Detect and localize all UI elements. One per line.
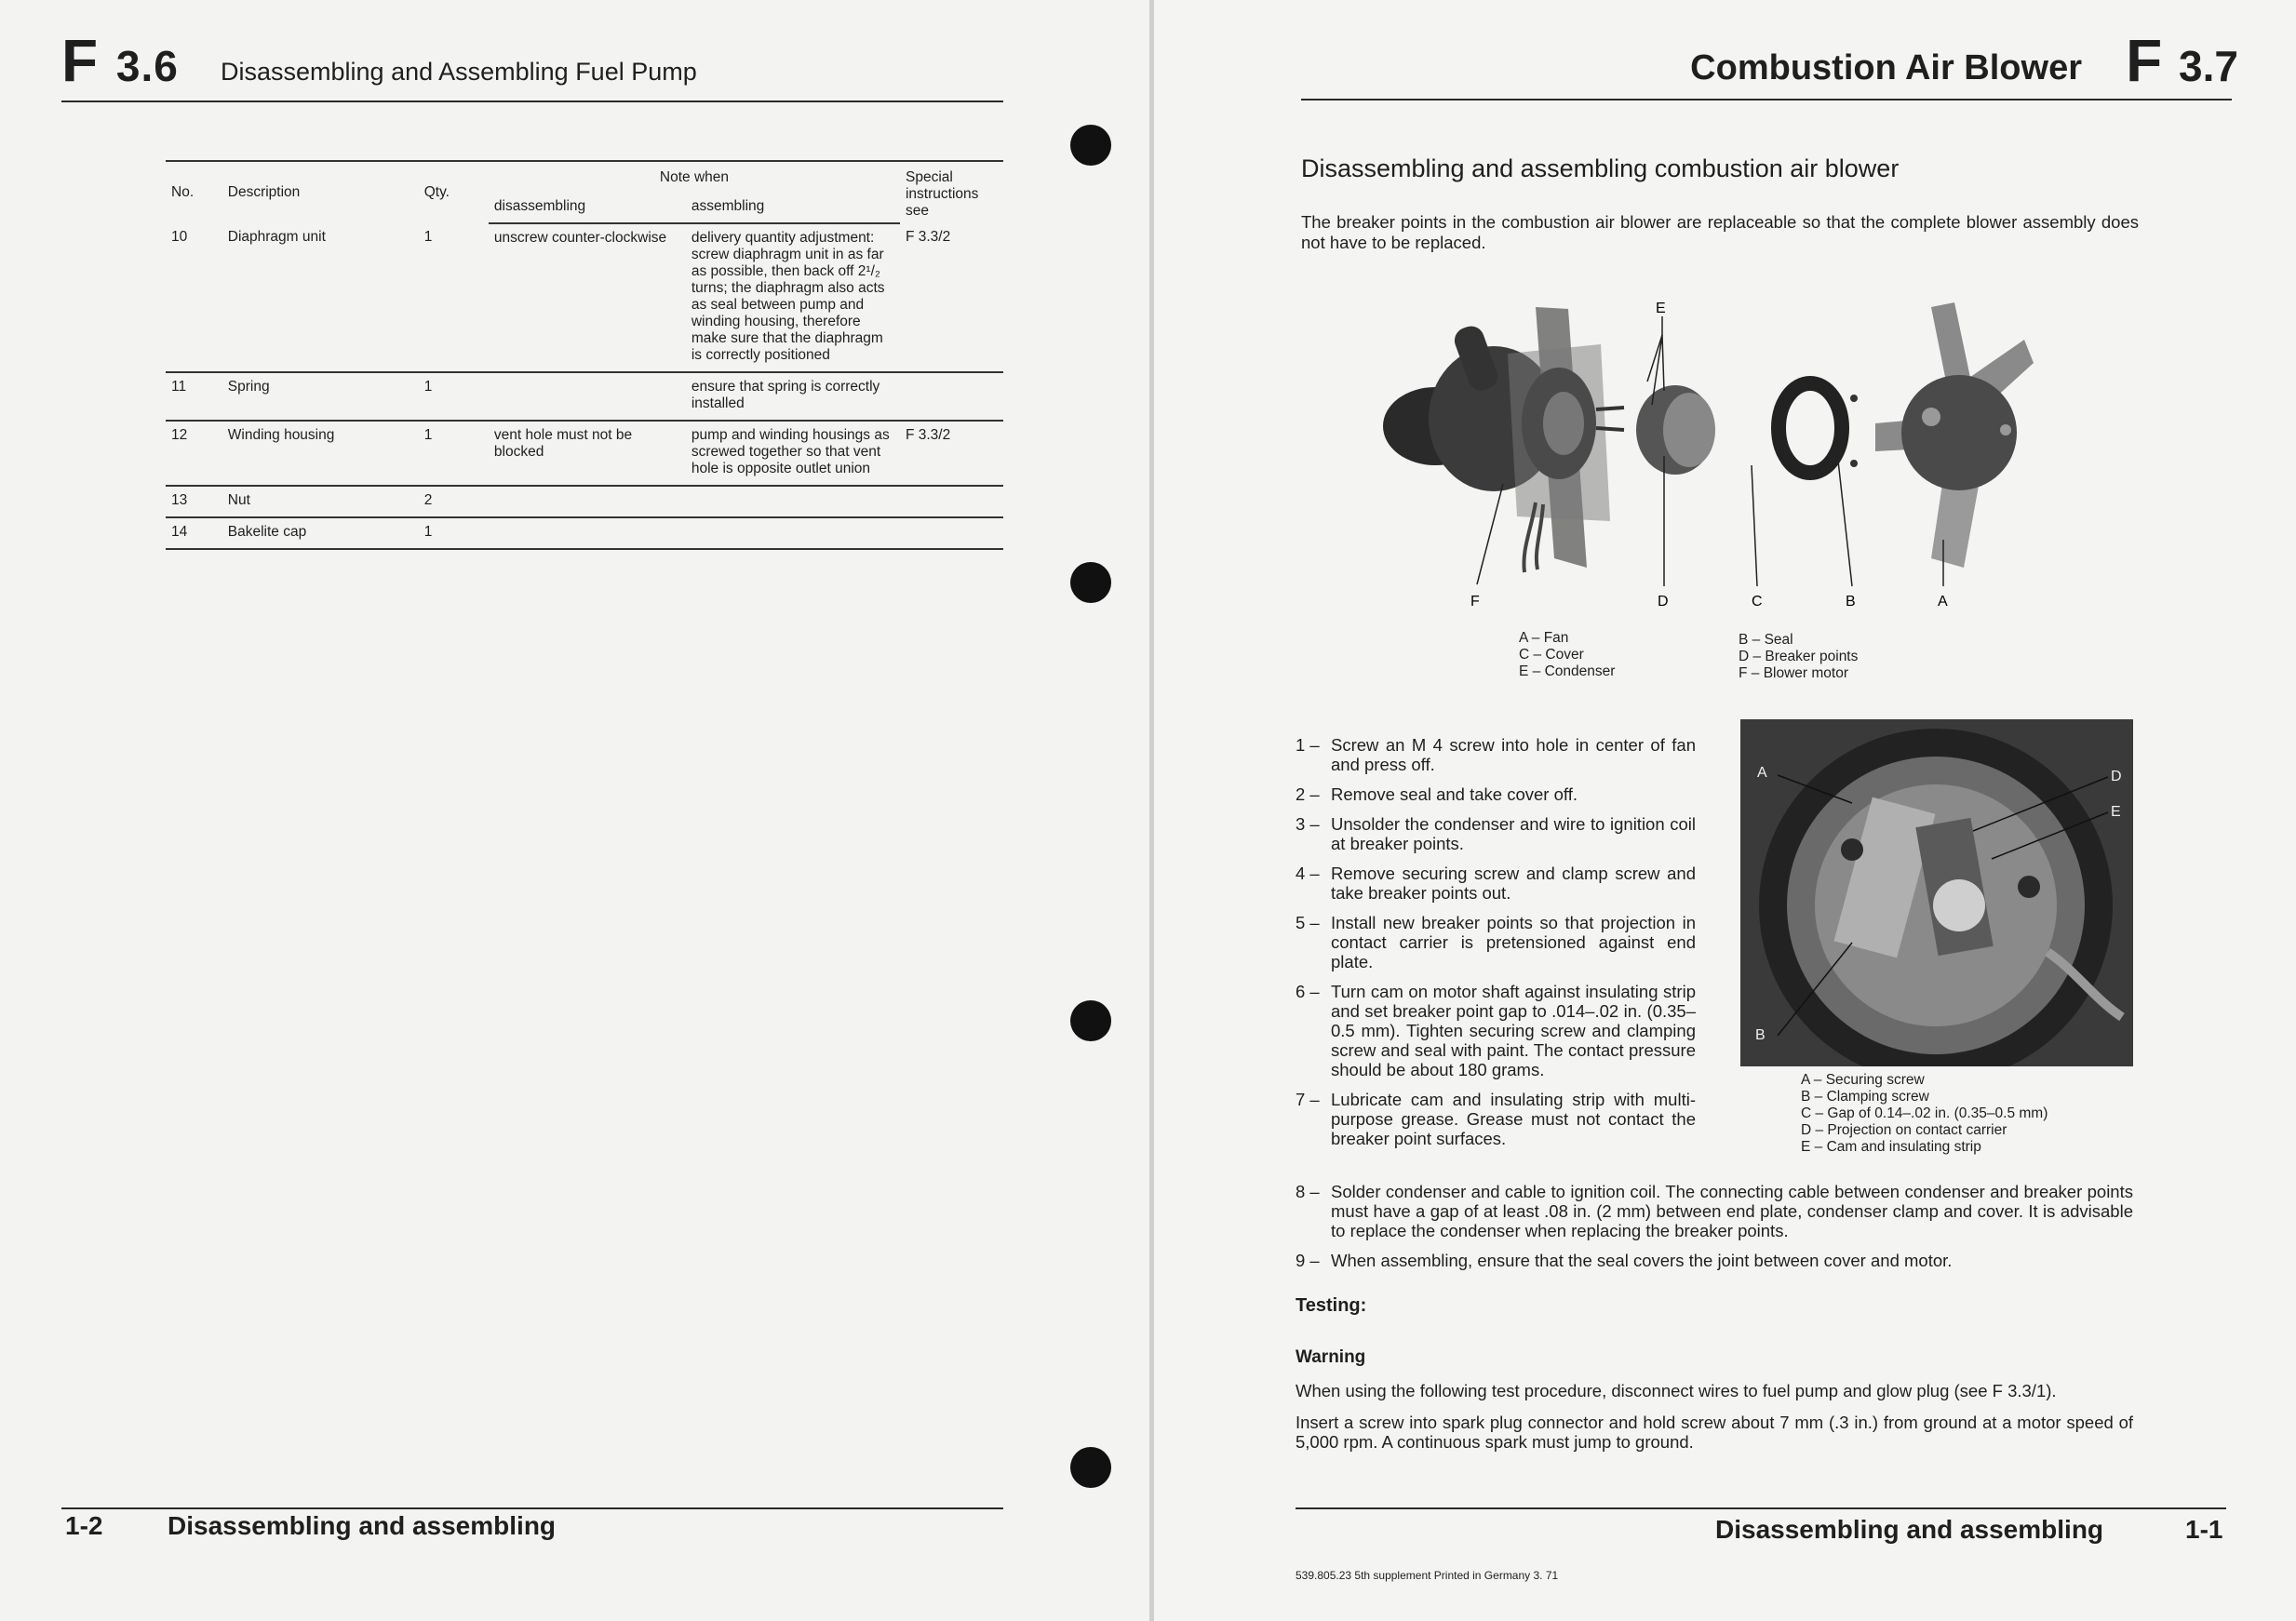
col-qty: Qty. bbox=[419, 161, 489, 223]
binder-hole bbox=[1070, 562, 1111, 603]
step-item: 3 – Unsolder the condenser and wire to ignition coil at breaker points. bbox=[1296, 814, 1696, 853]
fan-illustration bbox=[1875, 302, 2034, 568]
step-item: 8 – Solder condenser and cable to ignition coil. The connecting cable between condenser and breaker points must have a gap of at least .08 in. (2 mm) between end plate, condenser clamp and cover. It is advisable to replace the condenser when replacing the breaker points. bbox=[1296, 1182, 2133, 1240]
cell-no: 10 bbox=[166, 223, 222, 372]
footer-rule bbox=[61, 1507, 1003, 1509]
intro-paragraph: The breaker points in the combustion air blower are replaceable so that the complete blower assembly does not have to be replaced. bbox=[1301, 212, 2139, 252]
diagram-legend-right: B – Seal D – Breaker points F – Blower motor bbox=[1739, 632, 1859, 681]
imprint-line: 539.805.23 5th supplement Printed in Germany 3. 71 bbox=[1296, 1569, 1559, 1582]
col-special: Special instructions see bbox=[900, 161, 1003, 223]
cell-description: Winding housing bbox=[222, 421, 419, 486]
left-section-code: F 3.6 bbox=[61, 27, 179, 94]
cell-qty: 1 bbox=[419, 517, 489, 549]
cell-special: F 3.3/2 bbox=[900, 421, 1003, 486]
binder-hole bbox=[1070, 125, 1111, 166]
step-item: 2 – Remove seal and take cover off. bbox=[1296, 784, 1578, 804]
label-d: D bbox=[1658, 594, 1669, 610]
cell-qty: 1 bbox=[419, 372, 489, 421]
cell-assembling: pump and winding housings as screwed together so that vent hole is opposite outlet union bbox=[686, 421, 900, 486]
col-no: No. bbox=[166, 161, 222, 223]
left-page-title: Disassembling and Assembling Fuel Pump bbox=[221, 58, 697, 86]
photo-label-a: A bbox=[1757, 765, 1767, 781]
section-title: Disassembling and assembling combustion air blower bbox=[1301, 154, 1900, 182]
step-item: 6 – Turn cam on motor shaft against insulating strip and set breaker point gap to .014–.02 in. (0.35–0.5 mm). Tighten securing screw and clamping screw and seal with paint. The contact pressure should be about 180 grams. bbox=[1296, 982, 1696, 1079]
cell-disassembling bbox=[489, 517, 686, 549]
col-note-when: Note when bbox=[489, 161, 900, 194]
cell-disassembling: vent hole must not be blocked bbox=[489, 421, 686, 486]
cell-no: 13 bbox=[166, 486, 222, 517]
cell-disassembling: unscrew counter-clockwise bbox=[489, 223, 686, 372]
label-c: C bbox=[1752, 594, 1763, 610]
right-section-code: F 3.7 bbox=[2126, 27, 2238, 94]
cell-qty: 1 bbox=[419, 223, 489, 372]
left-page-number: 1-2 bbox=[65, 1511, 103, 1540]
header-rule bbox=[61, 100, 1003, 102]
warning-heading: Warning bbox=[1296, 1347, 1366, 1367]
cell-special bbox=[900, 517, 1003, 549]
cell-disassembling bbox=[489, 486, 686, 517]
photo-label-b: B bbox=[1755, 1027, 1766, 1043]
right-page-number: 1-1 bbox=[2185, 1515, 2223, 1544]
step-item: 7 – Lubricate cam and insulating strip with multi-purpose grease. Grease must not contact the breaker point surfaces. bbox=[1296, 1090, 1696, 1148]
cell-qty: 1 bbox=[419, 421, 489, 486]
col-disassembling: disassembling bbox=[489, 194, 686, 223]
photo-legend: A – Securing screw B – Clamping screw C – Gap of 0.14–.02 in. (0.35–0.5 mm) D – Projection on contact carrier E – Cam and insulating strip bbox=[1801, 1072, 2048, 1155]
blower-motor-illustration bbox=[1383, 307, 1624, 572]
seal-illustration bbox=[1779, 383, 1858, 473]
step-item: 4 – Remove securing screw and clamp screw and take breaker points out. bbox=[1296, 864, 1696, 903]
parts-table bbox=[166, 160, 1003, 550]
warning-text: When using the following test procedure, disconnect wires to fuel pump and glow plug (see F 3.3/1). bbox=[1296, 1381, 2057, 1400]
right-header-title: Combustion Air Blower bbox=[1690, 48, 2082, 87]
cell-assembling: delivery quantity adjustment: screw diaphragm unit in as far as possible, then back off 2¹/₂ turns; the diaphragm also acts as seal between pump and winding housing, therefore make sure that the diaphragm is correctly positioned bbox=[686, 223, 900, 372]
label-a: A bbox=[1938, 594, 1948, 610]
cell-no: 14 bbox=[166, 517, 222, 549]
label-e: E bbox=[1656, 301, 1666, 316]
cell-no: 12 bbox=[166, 421, 222, 486]
col-assembling: assembling bbox=[686, 194, 900, 223]
table-row bbox=[166, 517, 1003, 549]
test-procedure-text: Insert a screw into spark plug connector and hold screw about 7 mm (.3 in.) from ground at a motor speed of 5,000 rpm. A continuous spark must jump to ground. bbox=[1296, 1413, 2133, 1452]
table-row bbox=[166, 421, 1003, 486]
steps-list bbox=[1296, 735, 1696, 1159]
binder-hole bbox=[1070, 1447, 1111, 1488]
cover-illustration bbox=[1636, 385, 1715, 475]
step-item: 1 – Screw an M 4 screw into hole in center of fan and press off. bbox=[1296, 735, 1696, 774]
cell-special: F 3.3/2 bbox=[900, 223, 1003, 372]
cell-assembling: ensure that spring is correctly installed bbox=[686, 372, 900, 421]
diagram-legend-left: A – Fan C – Cover E – Condenser bbox=[1519, 630, 1616, 679]
step-item: 5 – Install new breaker points so that projection in contact carrier is pretensioned against end plate. bbox=[1296, 913, 1696, 971]
table-row bbox=[166, 486, 1003, 517]
photo-label-d: D bbox=[2111, 769, 2122, 784]
cell-no: 11 bbox=[166, 372, 222, 421]
cell-description: Nut bbox=[222, 486, 419, 517]
binder-hole bbox=[1070, 1000, 1111, 1041]
header-rule bbox=[1301, 99, 2232, 100]
left-footer-title: Disassembling and assembling bbox=[168, 1511, 557, 1540]
cell-description: Diaphragm unit bbox=[222, 223, 419, 372]
cell-disassembling bbox=[489, 372, 686, 421]
cell-special bbox=[900, 372, 1003, 421]
photo-label-e: E bbox=[2111, 804, 2121, 820]
cell-assembling bbox=[686, 486, 900, 517]
label-f: F bbox=[1470, 594, 1480, 610]
footer-rule bbox=[1296, 1507, 2226, 1509]
step-item: 9 – When assembling, ensure that the seal covers the joint between cover and motor. bbox=[1296, 1251, 1953, 1270]
cell-qty: 2 bbox=[419, 486, 489, 517]
label-b: B bbox=[1846, 594, 1856, 610]
table-row bbox=[166, 372, 1003, 421]
cell-assembling bbox=[686, 517, 900, 549]
steps-list-wide bbox=[1296, 1182, 2133, 1280]
cell-description: Spring bbox=[222, 372, 419, 421]
blower-exploded-diagram bbox=[1368, 288, 2075, 614]
table-row bbox=[166, 223, 1003, 372]
right-footer-title: Disassembling and assembling bbox=[1715, 1515, 2104, 1544]
cell-special bbox=[900, 486, 1003, 517]
breaker-points-photo bbox=[1740, 719, 2133, 1066]
cell-description: Bakelite cap bbox=[222, 517, 419, 549]
col-description: Description bbox=[222, 161, 419, 223]
testing-heading: Testing: bbox=[1296, 1295, 1367, 1316]
